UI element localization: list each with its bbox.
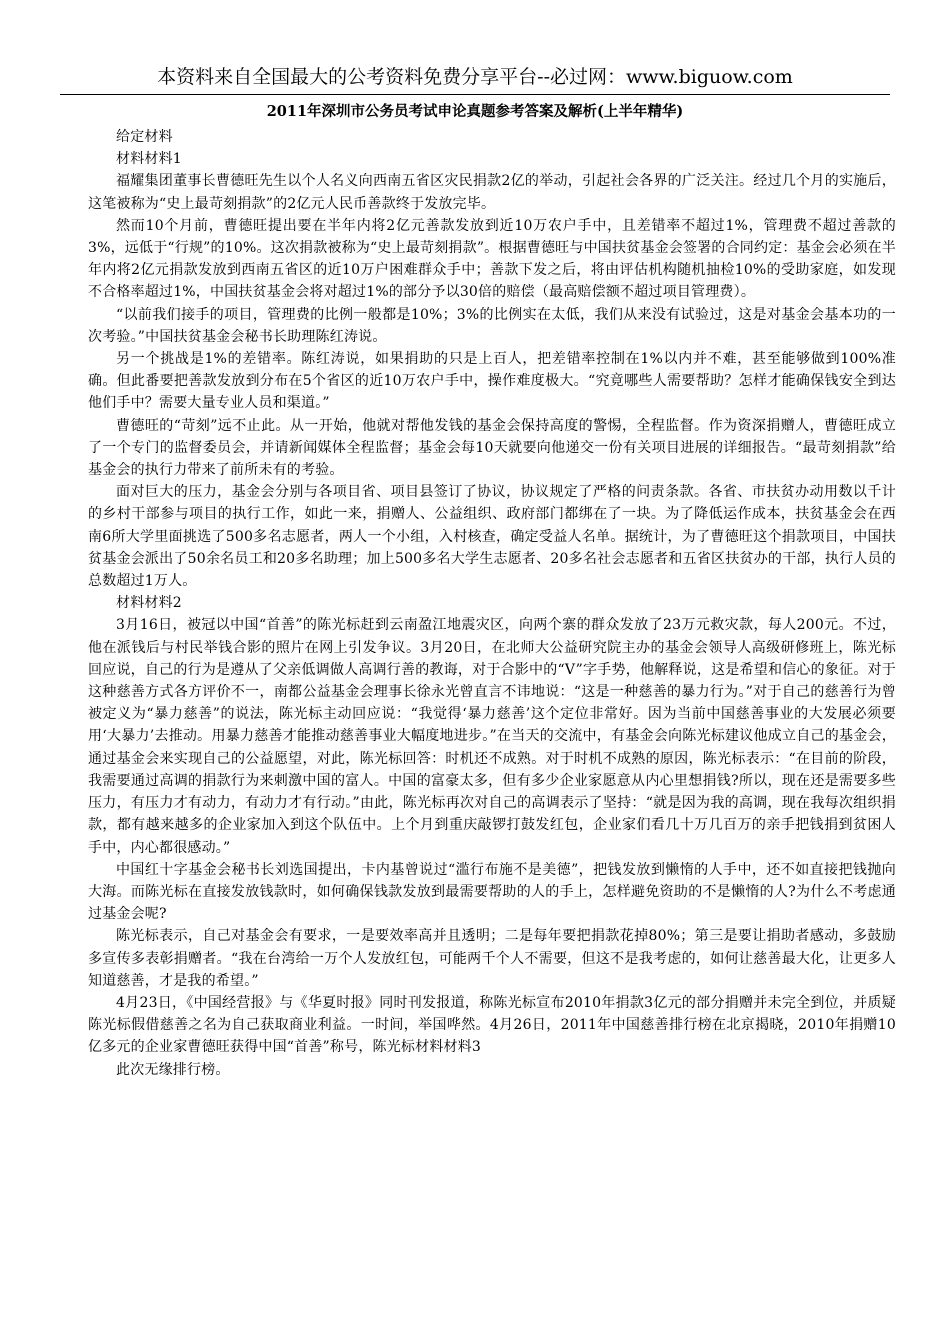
material-heading: 材料材料2 <box>116 595 182 612</box>
paragraph: “以前我们接手的项目，管理费的比例一般都是10%；3%的比例实在太低，我们从来没有试验过，这是对基金会基本功的一次考验。”中国扶贫基金会秘书长助理陈红涛说。 <box>88 306 896 345</box>
paragraph: 然而10个月前，曹德旺提出要在半年内将2亿元善款发放到近10万农户手中，且差错率不超过1%，管理费不超过善款的3%，远低于“行规”的10%。这次捐款被称为“史上最苛刻捐款”。根据曹德旺与中国扶贫基金会签署的合同约定：基金会必须在半年内将2亿元捐款发放到西南五省区的近10万户困难群众手中；善款下发之后，将由评估机构随机抽检10%的受助家庭，如发现不合格率超过1%，中国扶贫基金会将对超过1%的部分予以30倍的赔偿（最高赔偿额不超过项目管理费）。 <box>88 217 896 301</box>
paragraph: 面对巨大的压力，基金会分别与各项目省、项目县签订了协议，协议规定了严格的问责条款。各省、市扶贫办动用数以千计的乡村干部参与项目的执行工作，如此一来，捐赠人、公益组织、政府部门都绑在了一块。为了降低运作成本，扶贫基金会在西南6所大学里面挑选了500多名志愿者，两人一个小组，入村核查，确定受益人名单。据统计，为了曹德旺这个捐款项目，中国扶贫基金会派出了50余名员工和20多名助理；加上500多名大学生志愿者、20多名社会志愿者和五省区扶贫办的干部，执行人员的总数超过1万人。 <box>88 484 896 590</box>
site-header: 本资料来自全国最大的公考资料免费分享平台--必过网：www.biguow.com <box>157 66 793 88</box>
paragraph: 3月16日，被冠以中国“首善”的陈光标赶到云南盈江地震灾区，向两个寨的群众发放了23万元救灾款，每人200元。不过，他在派钱后与村民举钱合影的照片在网上引发争议。3月20日，在北师大公益研究院主办的基金会领导人高级研修班上，陈光标回应说，自己的行为是遵从了父亲低调做人高调行善的教诲，对于合影中的“V”字手势，他解释说，这是希望和信心的象征。对于这种慈善方式各方评价不一，南都公益基金会理事长徐永光曾直言不讳地说：“这是一种慈善的暴力行为。”对于自己的慈善行为曾被定义为“暴力慈善”的说法，陈光标主动回应说：“我觉得‘暴力慈善’这个定位非常好。因为当前中国慈善事业的大发展必须要用‘大暴力’去推动。用暴力慈善才能推动慈善事业大幅度地进步。”在当天的交流中，有基金会向陈光标建议他成立自己的基金会，通过基金会来实现自己的公益愿望，对此，陈光标回答：时机还不成熟。对于时机不成熟的原因，陈光标表示：“在目前的阶段，我需要通过高调的捐款行为来刺激中国的富人。中国的富豪太多，但有多少企业家愿意从内心里想捐钱?所以，现在还是需要多些压力，有压力才有动力，有动力才有行动。”由此，陈光标再次对自己的高调表示了坚持：“就是因为我的高调，现在我每次组织捐款，都有越来越多的企业家加入到这个队伍中。上个月到重庆敲锣打鼓发红包，企业家们看几十万几百万的亲手把钱捐到贫困人手中，内心都很感动。” <box>88 617 896 856</box>
paragraph: 此次无缘排行榜。 <box>116 1061 230 1078</box>
document-title: 2011年深圳市公务员考试申论真题参考答案及解析(上半年精华) <box>266 103 684 120</box>
paragraph: 陈光标表示，自己对基金会有要求，一是要效率高并且透明；二是每年要把捐款花掉80%；第三是要让捐助者感动，多鼓励多宣传多表彰捐赠者。“我在台湾给一万个人发放红包，可能两千个人不需要，但这不是我考虑的，如何让慈善最大化，让更多人知道慈善，才是我的希望。” <box>88 928 896 989</box>
paragraph: 曹德旺的“苛刻”远不止此。从一开始，他就对帮他发钱的基金会保持高度的警惕，全程监督。作为资深捐赠人，曹德旺成立了一个专门的监督委员会，并请新闻媒体全程监督；基金会每10天就要向他递交一份有关项目进展的详细报告。“最苛刻捐款”给基金会的执行力带来了前所未有的考验。 <box>88 417 896 479</box>
material-heading: 材料材料1 <box>116 151 182 168</box>
paragraph: 另一个挑战是1%的差错率。陈红涛说，如果捐助的只是上百人，把差错率控制在1%以内并不难，甚至能够做到100%准确。但此番要把善款发放到分布在5个省区的近10万农户手中，操作难度极大。“究竟哪些人需要帮助？怎样才能确保钱安全到达他们手中？需要大量专业人员和渠道。” <box>88 351 896 412</box>
document-body <box>88 126 896 1081</box>
section-heading: 给定材料 <box>116 129 173 145</box>
paragraph: 中国红十字基金会秘书长刘选国提出，卡内基曾说过“滥行布施不是美德”，把钱发放到懒惰的人手中，还不如直接把钱抛向大海。而陈光标在直接发放钱款时，如何确保钱款发放到最需要帮助的人的手上，怎样避免资助的不是懒惰的人?为什么不考虑通过基金会呢? <box>88 861 896 923</box>
paragraph: 福耀集团董事长曹德旺先生以个人名义向西南五省区灾民捐款2亿的举动，引起社会各界的广泛关注。经过几个月的实施后，这笔被称为“史上最苛刻捐款”的2亿元人民币善款终于发放完毕。 <box>88 173 896 212</box>
header-divider <box>60 94 890 95</box>
paragraph: 4月23日，《中国经营报》与《华夏时报》同时刊发报道，称陈光标宣布2010年捐款3亿元的部分捐赠并未完全到位，并质疑陈光标假借慈善之名为自己获取商业利益。一时间，举国哗然。4月26日，2011年中国慈善排行榜在北京揭晓，2010年捐赠10亿多元的企业家曹德旺获得中国“首善”称号，陈光标材料材料3 <box>88 994 896 1056</box>
